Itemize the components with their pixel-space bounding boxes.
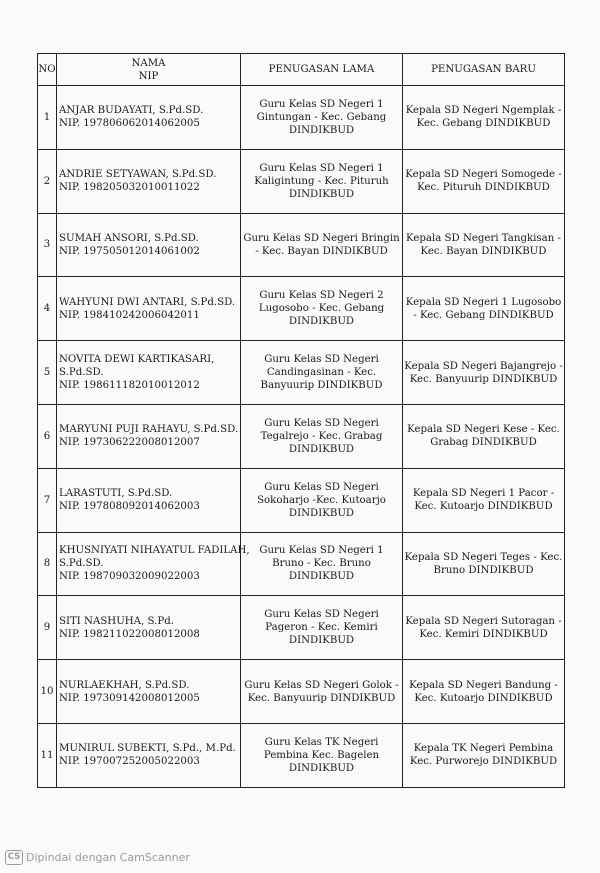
employee-name-nip <box>57 277 241 341</box>
row-number: 3 <box>38 213 57 277</box>
employee-name-nip <box>57 341 241 405</box>
new-assignment: Kepala SD Negeri Bandung - Kec. Kutoarjo DINDIKBUD <box>403 660 565 724</box>
old-assignment: Guru Kelas SD Negeri Tegalrejo - Kec. Grabag DINDIKBUD <box>241 404 403 468</box>
name-line: NIP. 197309142008012005 <box>59 692 200 704</box>
name-line: NOVITA DEWI KARTIKASARI, <box>59 354 215 366</box>
header-no: NO <box>38 54 57 86</box>
name-line: NIP. 197306222008012007 <box>59 437 200 449</box>
name-line: S.Pd.SD. <box>59 367 104 379</box>
table-row <box>38 660 565 724</box>
row-number: 2 <box>38 149 57 213</box>
name-line: ANDRIE SETYAWAN, S.Pd.SD. <box>59 169 217 181</box>
name-line: NIP. 197808092014062003 <box>59 501 200 513</box>
name-line: NURLAEKHAH, S.Pd.SD. <box>59 679 190 691</box>
name-line: NIP. 198611182010012012 <box>59 380 200 392</box>
new-assignment: Kepala SD Negeri Tangkisan - Kec. Bayan DINDIKBUD <box>403 213 565 277</box>
new-assignment: Kepala SD Negeri 1 Pacor - Kec. Kutoarjo DINDIKBUD <box>403 468 565 532</box>
old-assignment: Guru Kelas SD Negeri 1 Bruno - Kec. Bruno DINDIKBUD <box>241 532 403 596</box>
new-assignment: Kepala SD Negeri Sutoragan - Kec. Kemiri DINDIKBUD <box>403 596 565 660</box>
old-assignment: Guru Kelas SD Negeri Golok - Kec. Banyuurip DINDIKBUD <box>241 660 403 724</box>
name-line: ANJAR BUDAYATI, S.Pd.SD. <box>59 105 204 117</box>
new-assignment: Kepala SD Negeri Ngemplak - Kec. Gebang DINDIKBUD <box>403 86 565 150</box>
header-nip-line: NIP <box>138 70 159 82</box>
name-line: SUMAH ANSORI, S.Pd.SD. <box>59 232 199 244</box>
assignment-table <box>37 53 565 788</box>
employee-name-nip <box>57 468 241 532</box>
new-assignment: Kepala TK Negeri Pembina Kec. Purworejo DINDIKBUD <box>403 723 565 787</box>
new-assignment: Kepala SD Negeri Kese - Kec. Grabag DINDIKBUD <box>403 404 565 468</box>
employee-name-nip <box>57 149 241 213</box>
row-number: 4 <box>38 277 57 341</box>
row-number: 8 <box>38 532 57 596</box>
header-name <box>57 54 241 86</box>
name-line: NIP. 198211022008012008 <box>59 628 200 640</box>
employee-name-nip <box>57 723 241 787</box>
row-number: 5 <box>38 341 57 405</box>
table-row <box>38 277 565 341</box>
name-line: NIP. 198205032010011022 <box>59 182 200 194</box>
name-line: NIP. 198709032009022003 <box>59 571 200 583</box>
row-number: 1 <box>38 86 57 150</box>
name-line: SITI NASHUHA, S.Pd. <box>59 615 174 627</box>
employee-name-nip <box>57 213 241 277</box>
name-line: KHUSNIYATI NIHAYATUL FADILAH, <box>59 545 250 557</box>
table-row <box>38 532 565 596</box>
old-assignment: Guru Kelas SD Negeri Bringin - Kec. Bayan DINDIKBUD <box>241 213 403 277</box>
scanner-watermark-text: Dipindai dengan CamScanner <box>26 851 190 864</box>
employee-name-nip <box>57 660 241 724</box>
scanner-watermark <box>5 850 190 865</box>
old-assignment: Guru Kelas TK Negeri Pembina Kec. Bagelen DINDIKBUD <box>241 723 403 787</box>
table-row <box>38 86 565 150</box>
table-row <box>38 341 565 405</box>
employee-name-nip <box>57 86 241 150</box>
row-number: 7 <box>38 468 57 532</box>
table-row <box>38 404 565 468</box>
name-line: LARASTUTI, S.Pd.SD. <box>59 488 173 500</box>
new-assignment: Kepala SD Negeri Teges - Kec. Bruno DINDIKBUD <box>403 532 565 596</box>
old-assignment: Guru Kelas SD Negeri Candingasinan - Kec. Banyuurip DINDIKBUD <box>241 341 403 405</box>
row-number: 6 <box>38 404 57 468</box>
table-row <box>38 723 565 787</box>
old-assignment: Guru Kelas SD Negeri Pageron - Kec. Kemiri DINDIKBUD <box>241 596 403 660</box>
name-line: NIP. 198410242006042011 <box>59 309 200 321</box>
table-row <box>38 213 565 277</box>
camscanner-logo-icon: CS <box>5 850 23 865</box>
employee-name-nip <box>57 596 241 660</box>
header-new-assignment: PENUGASAN BARU <box>403 54 565 86</box>
name-line: S.Pd.SD. <box>59 558 104 570</box>
name-line: WAHYUNI DWI ANTARI, S.Pd.SD. <box>59 296 236 308</box>
employee-name-nip <box>57 532 250 596</box>
table-row <box>38 596 565 660</box>
old-assignment: Guru Kelas SD Negeri 1 Gintungan - Kec. Gebang DINDIKBUD <box>241 86 403 150</box>
new-assignment: Kepala SD Negeri Somogede - Kec. Pituruh DINDIKBUD <box>403 149 565 213</box>
header-old-assignment: PENUGASAN LAMA <box>241 54 403 86</box>
new-assignment: Kepala SD Negeri Bajangrejo - Kec. Banyuurip DINDIKBUD <box>403 341 565 405</box>
old-assignment: Guru Kelas SD Negeri Sokoharjo -Kec. Kutoarjo DINDIKBUD <box>241 468 403 532</box>
table-row <box>38 468 565 532</box>
row-number: 11 <box>38 723 57 787</box>
row-number: 9 <box>38 596 57 660</box>
header-name-line: NAMA <box>131 57 166 69</box>
new-assignment: Kepala SD Negeri 1 Lugosobo - Kec. Gebang DINDIKBUD <box>403 277 565 341</box>
name-line: NIP. 197007252005022003 <box>59 756 200 768</box>
name-line: MUNIRUL SUBEKTI, S.Pd., M.Pd. <box>59 743 236 755</box>
old-assignment: Guru Kelas SD Negeri 2 Lugosobo - Kec. Gebang DINDIKBUD <box>241 277 403 341</box>
table-header-row <box>38 54 565 86</box>
row-number: 10 <box>38 660 57 724</box>
old-assignment: Guru Kelas SD Negeri 1 Kaligintung - Kec. Pituruh DINDIKBUD <box>241 149 403 213</box>
table-row <box>38 149 565 213</box>
employee-name-nip <box>57 404 241 468</box>
name-line: NIP. 197806062014062005 <box>59 118 200 130</box>
name-line: MARYUNI PUJI RAHAYU, S.Pd.SD. <box>59 424 239 436</box>
name-line: NIP. 197505012014061002 <box>59 245 200 257</box>
